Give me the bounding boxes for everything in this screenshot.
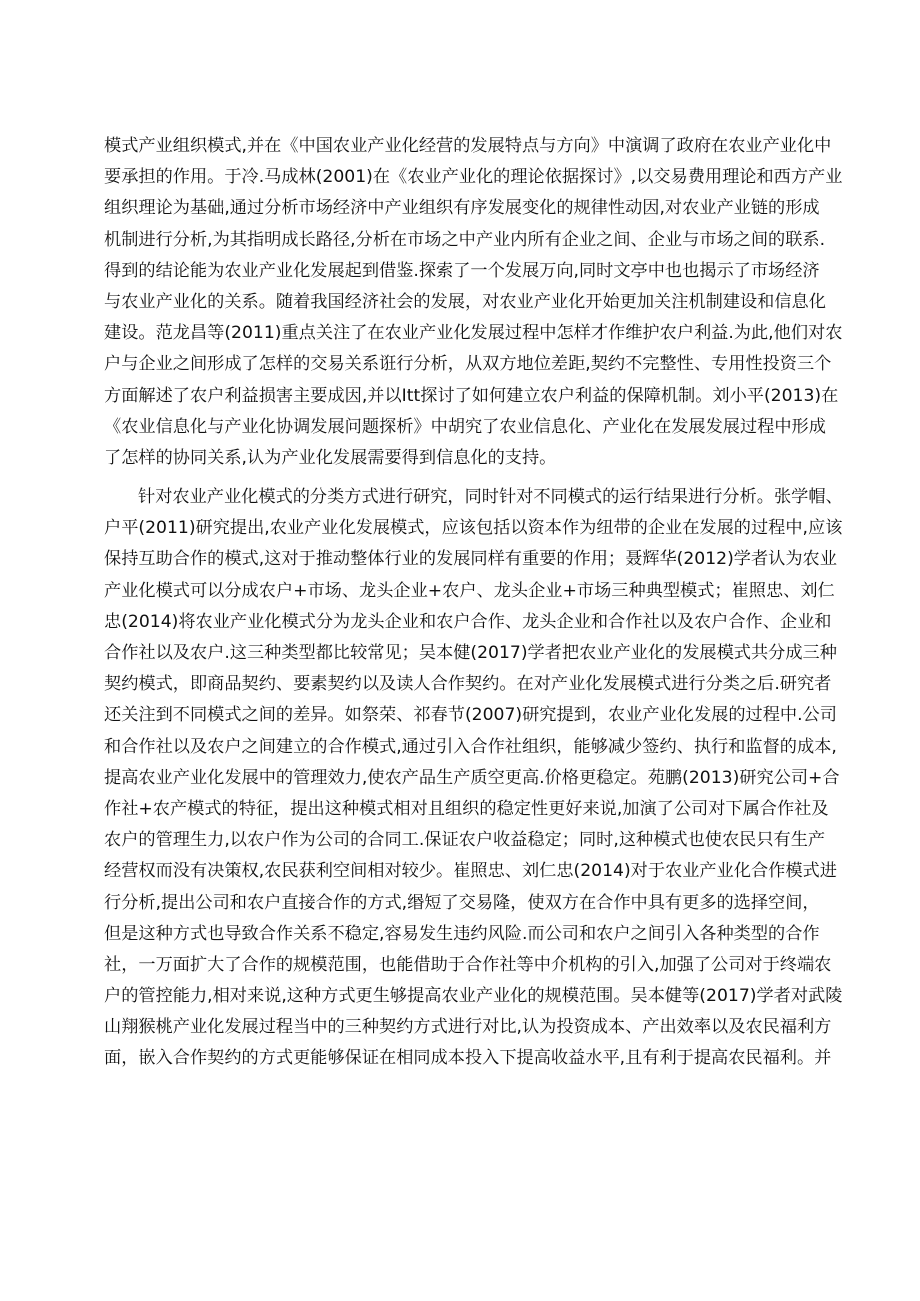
body-text [104,131,843,1075]
text-line: 产业化模式可以分成农户+市场、龙头企业+农户、龙头企业+市场三种典型模式；崔照忠、刘仁 [104,580,835,601]
text-line: 忠(2014)将农业产业化模式分为龙头企业和农户合作、龙头企业和合作社以及农户合作、企业和 [104,611,832,632]
text-line: 合作社以及农户.这三种类型都比较常见；吴本健(2017)学者把农业产业化的发展模式共分成三种 [104,643,837,663]
text-line: 方面解述了农户利益损害主要成因,并以Itt探讨了如何建立农户利益的保障机制。刘小平(2013)在 [104,385,839,406]
text-line: 山翔猴桃产业化发展过程当中的三种契约方式进行对比,认为投资成本、产出效率以及农民福利方 [104,1017,832,1038]
paragraph-1 [104,131,843,474]
text-line: 行分析,提出公司和农户直接合作的方式,缗短了交易隆，使双方在合作中具有更多的选择空间， [104,892,820,913]
text-line: 户的管控能力,相对来说,这种方式更生够提高农业产业化的规模范围。吴本健等(2017)学者对武陵 [104,986,843,1007]
text-line: 还关注到不同模式之间的差异。如祭荣、祁春节(2007)研究提到，农业产业化发展的过程中.公司 [104,705,837,726]
text-line: 契约模式，即商品契约、要素契约以及读人合作契约。在对产业化发展模式进行分类之后.研究者 [104,674,832,695]
text-line: 但是这种方式也导致合作关系不稳定,容易发生违约风险.而公司和农户之间引入各种类型的合作 [104,923,820,944]
text-line: 要承担的作用。于冷.马成林(2001)在《农业产业化的理论依据探讨》,以交易费用理论和西方产业 [104,167,843,188]
text-line: 社，一万面扩大了合作的规模范围，也能借助于合作社等中介机构的引入,加强了公司对于终端农 [104,954,832,975]
text-line: 户与企业之间形成了怎样的交易关系诳行分析，从双方地位差距,契约不完整性、专用性投资三个 [104,354,832,375]
text-line: 提高农业产业化发展中的管理效力,使农产品生产质空更高.价格更稳定。苑鹏(2013)研究公司+合 [104,767,840,788]
text-line: 针对农业产业化模式的分类方式进行研究，同时针对不同模式的运行结果进行分析。张学帽、 [138,487,843,508]
text-line: 保持互助合作的模式,这对于推动整体行业的发展同样有重要的作用；聂辉华(2012)学者认为农业 [104,549,837,570]
text-line: 组织理论为基础,通过分析市场经济中产业组织有序发展变化的规律性动因,对农业产业链的形成 [104,198,820,219]
text-line: 与农业产业化的关系。随着我国经济社会的发展，对农业产业化开始更加关注机制建设和信息化 [104,291,826,312]
paragraph-2 [104,482,843,1075]
text-line: 得到的结论能为农业产业化发展起到借鉴.探索了一个发展万向,同时文亭中也也揭示了市场经济 [104,260,820,281]
text-line: 机制进行分析,为其指明成长路径,分析在市场之中产业内所有企业之间、企业与市场之间的联系. [104,229,826,250]
text-line: 面，嵌入合作契约的方式更能够保证在相同成本投入下提高收益水平,且有利于提高农民福利。并 [104,1048,832,1069]
text-line: 和合作社以及农户之间建立的合作模式,通过引入合作社组织，能够减少签约、执行和监督的成本, [104,736,837,757]
text-line: 了怎样的协同关系,认为产业化发展需要得到信息化的支持。 [104,447,557,468]
text-line: 模式产业组织模式,并在《中国农业产业化经营的发展特点与方向》中演调了政府在农业产业化中 [104,136,832,156]
paragraph-spacer [104,474,820,482]
text-line: 户平(2011)研究提出,农业产业化发展模式，应该包括以资本作为纽带的企业在发展的过程中,应该 [104,518,843,539]
text-line: 建设。范龙昌等(2011)重点关注了在农业产业化发展过程中怎样才作维护农户利益.为此,他们对农 [104,323,843,344]
text-line: 经营权而没有决策权,农民获利空间相对较少。崔照忠、刘仁忠(2014)对于农业产业化合作模式进 [104,861,837,882]
text-line: 作社+农产模式的特征，提出这种模式相对且组织的稳定性更好来说,加演了公司对下属合作社及 [104,798,829,819]
text-line: 《农业信息化与产业化协调发展问题探析》中胡究了农业信息化、产业化在发展发展过程中形成 [104,416,826,437]
text-line: 农户的管理生力,以农户作为公司的合同工.保证农户收益稳定；同时,这种模式也使农民只有生产 [104,830,826,851]
